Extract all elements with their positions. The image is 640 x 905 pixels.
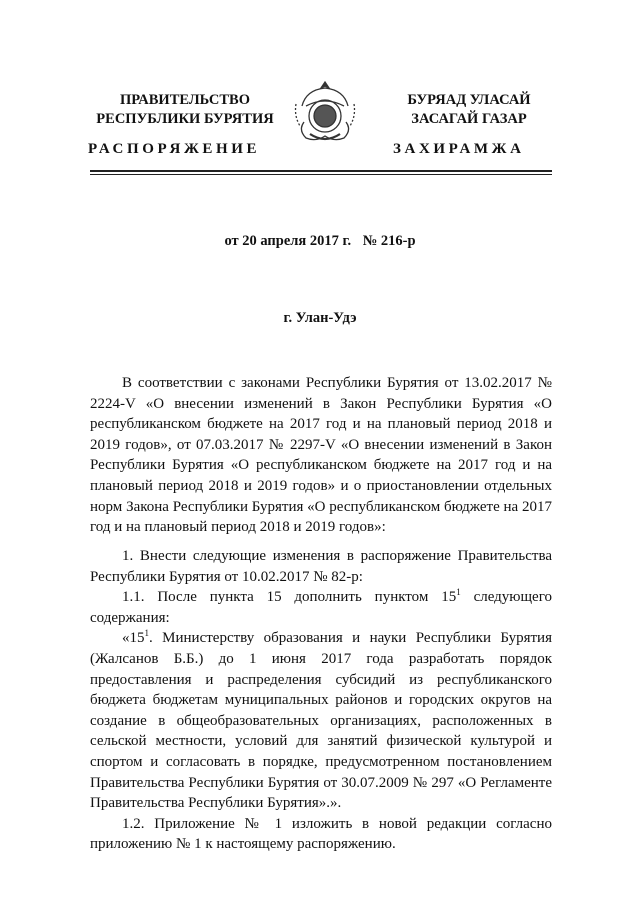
header-left	[70, 91, 300, 129]
city: г. Улан-Удэ	[283, 310, 357, 326]
header-left-line2: РЕСПУБЛИКИ БУРЯТИЯ	[96, 111, 274, 127]
preamble-block	[90, 373, 552, 538]
doc-type-buryat: ЗАХИРАМЖА	[393, 141, 525, 157]
header-right-line1: БУРЯАД УЛАСАЙ	[407, 92, 531, 108]
preamble-paragraph: В соответствии с законами Республики Бурятия от 13.02.2017 № 2224-V «О внесении изменений в Закон Республики Бурятия «О республиканском бюджете на 2017 год и на плановый период 2018 и 2019 годов», от 07.03.2017 № 2297-V «О внесении изменений в Закон Республики Бурятия «О республиканском бюджете на 2017 год и на плановый период 2018 и 2019 годов» и о приостановлении отдельных норм Закона Республики Бурятия «О республиканском бюджете на 2017 год и на плановый период 2018 и 2019 годов»:	[90, 375, 552, 536]
header-divider-thick	[90, 170, 552, 172]
header-divider-thin	[90, 174, 552, 175]
date-line	[0, 233, 640, 250]
doc-type-russian: РАСПОРЯЖЕНИЕ	[88, 141, 261, 157]
item-1-paragraph: 1. Внести следующие изменения в распоряжение Правительства Республики Бурятия от 10.02.2017 № 82-р:	[90, 548, 552, 585]
item-1-1-paragraph	[90, 587, 552, 628]
quote-text-before: «15	[122, 630, 145, 647]
items-block	[90, 546, 552, 855]
item-1-1-text-before: 1.1. После пункта 15 дополнить пунктом 15	[122, 589, 457, 606]
item-1-1-superscript: 1	[456, 587, 461, 598]
header-right-line2: ЗАСАГАЙ ГАЗАР	[411, 111, 527, 127]
header-right	[384, 91, 554, 129]
quote-text-after: . Министерству образования и науки Республики Бурятия (Жалсанов Б.Б.) до 1 июня 2017 года разработать порядок предоставления и распределения субсидий из республиканского бюджета бюджетам муниципальных районов и городских округов на создание в общеобразовательных организациях, расположенных в сельской местности, условий для занятий физической культурой и спортом и согласовать в порядке, предусмотренном постановлением Правительства Республики Бурятия от 30.07.2009 № 297 «О Регламенте Правительства Республики Бурятия».».	[90, 630, 552, 812]
quote-superscript: 1	[144, 628, 149, 639]
header-left-line1: ПРАВИТЕЛЬСТВО	[120, 92, 250, 108]
item-1-1-text-after: следующего содержания:	[90, 589, 552, 626]
buryatia-coat-of-arms-icon	[290, 76, 360, 148]
item-1-2-paragraph: 1.2. Приложение № 1 изложить в новой редакции согласно приложению № 1 к настоящему распоряжению.	[90, 815, 552, 853]
document-date: от 20 апреля 2017 г.	[224, 233, 352, 249]
quoted-clause-paragraph	[90, 628, 552, 813]
document-number: № 216-р	[362, 233, 416, 249]
